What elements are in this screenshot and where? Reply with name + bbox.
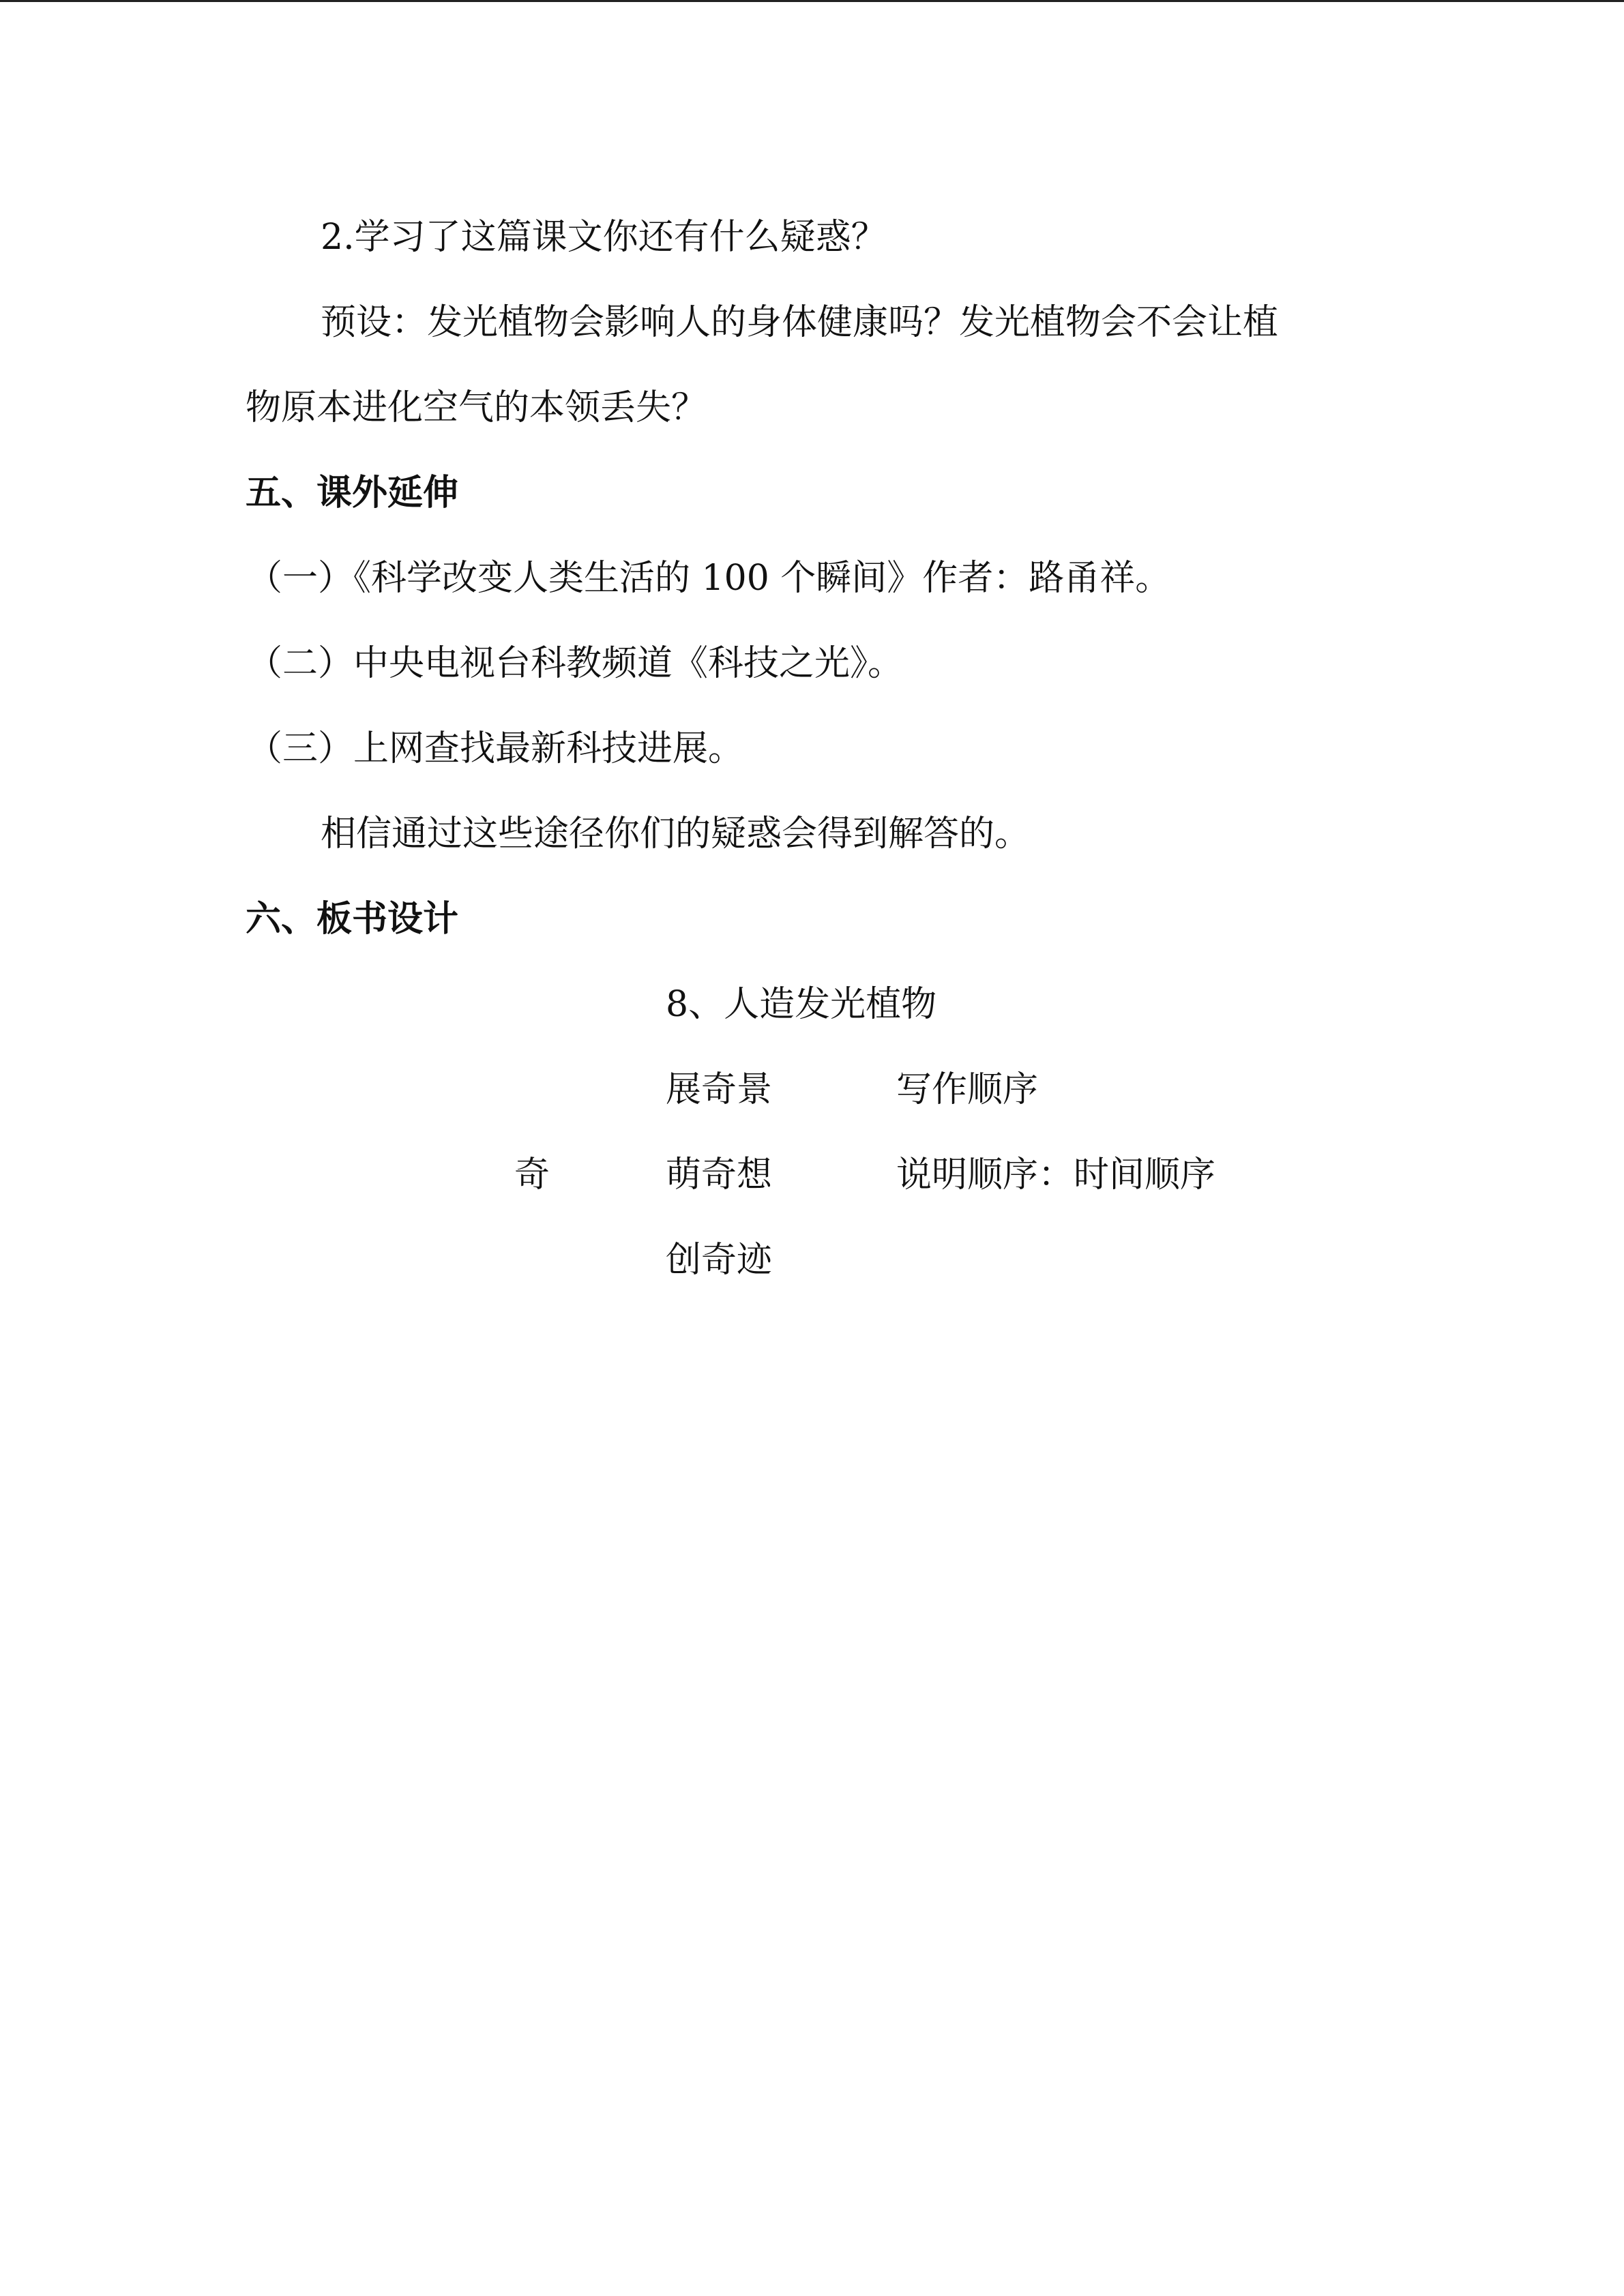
page-top-border [0,0,1624,2]
closing-line: 相信通过这些途径你们的疑惑会得到解答的。 [321,814,1031,854]
extension-item-1: （一）《科学改变人类生活的 100 个瞬间》作者：路甬祥。 [247,558,1171,599]
board-middle-item-2: 萌奇想 [666,1154,773,1195]
extension-item-2: （二）中央电视台科教频道《科技之光》。 [247,643,904,684]
board-middle-item-3: 创奇迹 [666,1240,773,1281]
extension-item-3: （三）上网查找最新科技进展。 [247,728,744,769]
board-right-item-2: 说明顺序：时间顺序 [896,1154,1216,1195]
board-title: 8、人造发光植物 [666,984,937,1025]
preset-line-2: 物原本进化空气的本领丢失？ [246,387,707,428]
section-heading-board: 六、板书设计 [246,899,459,940]
board-middle-item-1: 展奇景 [666,1069,773,1110]
section-heading-extension: 五、课外延伸 [246,473,459,513]
question-line: 2.学习了这篇课文你还有什么疑惑？ [321,217,887,258]
preset-line-1: 预设：发光植物会影响人的身体健康吗？发光植物会不会让植 [321,302,1279,343]
board-right-item-1: 写作顺序 [896,1069,1039,1110]
board-center-word: 奇 [514,1154,550,1195]
